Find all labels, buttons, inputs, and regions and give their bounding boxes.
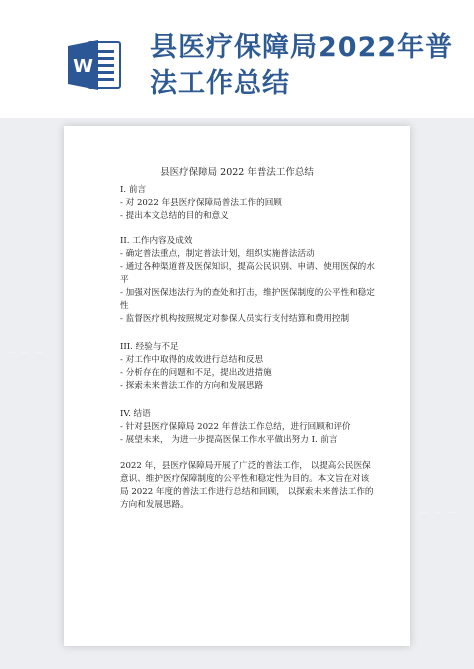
- section-conclusion: [120, 408, 380, 447]
- section-heading: I. 前言: [120, 185, 147, 195]
- header-title: 县医疗保障局2022年普法工作总结: [150, 32, 454, 99]
- document-backdrop: — — — — — —: [0, 118, 474, 669]
- svg-text:W: W: [73, 56, 93, 77]
- word-document-icon: [66, 36, 124, 94]
- list-item: - 对工作中取得的成效进行总结和反思: [120, 355, 264, 365]
- section-heading: IV. 结语: [120, 409, 151, 419]
- list-item: - 确定普法重点，制定普法计划，组织实施普法活动: [120, 249, 315, 259]
- list-item: - 展望未来， 为进一步提高医保工作水平做出努力 I. 前言: [120, 435, 338, 445]
- section-heading: III. 经验与不足: [120, 342, 179, 352]
- list-item: - 通过各种渠道普及医保知识，提高公民识别、申请、使用医保的水平: [120, 262, 375, 285]
- section-experience: [120, 341, 380, 393]
- header-banner: [0, 0, 474, 118]
- section-preface: [120, 184, 380, 223]
- section-heading: II. 工作内容及成效: [120, 236, 193, 246]
- list-item: - 分析存在的问题和不足，提出改进措施: [120, 368, 272, 378]
- list-item: - 提出本文总结的目的和意义: [120, 211, 229, 221]
- body-paragraph: 2022 年，县医疗保障局开展了广泛的普法工作， 以提高公民医保意识、维护医疗保障制度的公平性和稳定性为目的。本文旨在对该局 2022 年度的普法工作进行总结和回顾， 以探索未来普法工作的方向和发展思路。: [120, 461, 374, 510]
- document-title: 县医疗保障局 2022 年普法工作总结: [160, 167, 314, 178]
- list-item: - 针对县医疗保障局 2022 年普法工作总结，进行回顾和评价: [120, 422, 351, 432]
- list-item: - 监督医疗机构按照规定对参保人员实行支付结算和费用控制: [120, 314, 350, 324]
- list-item: - 对 2022 年县医疗保障局普法工作的回顾: [120, 198, 282, 208]
- section-work-content: [120, 235, 380, 326]
- list-item: - 加强对医保违法行为的查处和打击，维护医保制度的公平性和稳定性: [120, 288, 375, 311]
- list-item: - 探索未来普法工作的方向和发展思路: [120, 381, 264, 391]
- document-page: [64, 126, 410, 646]
